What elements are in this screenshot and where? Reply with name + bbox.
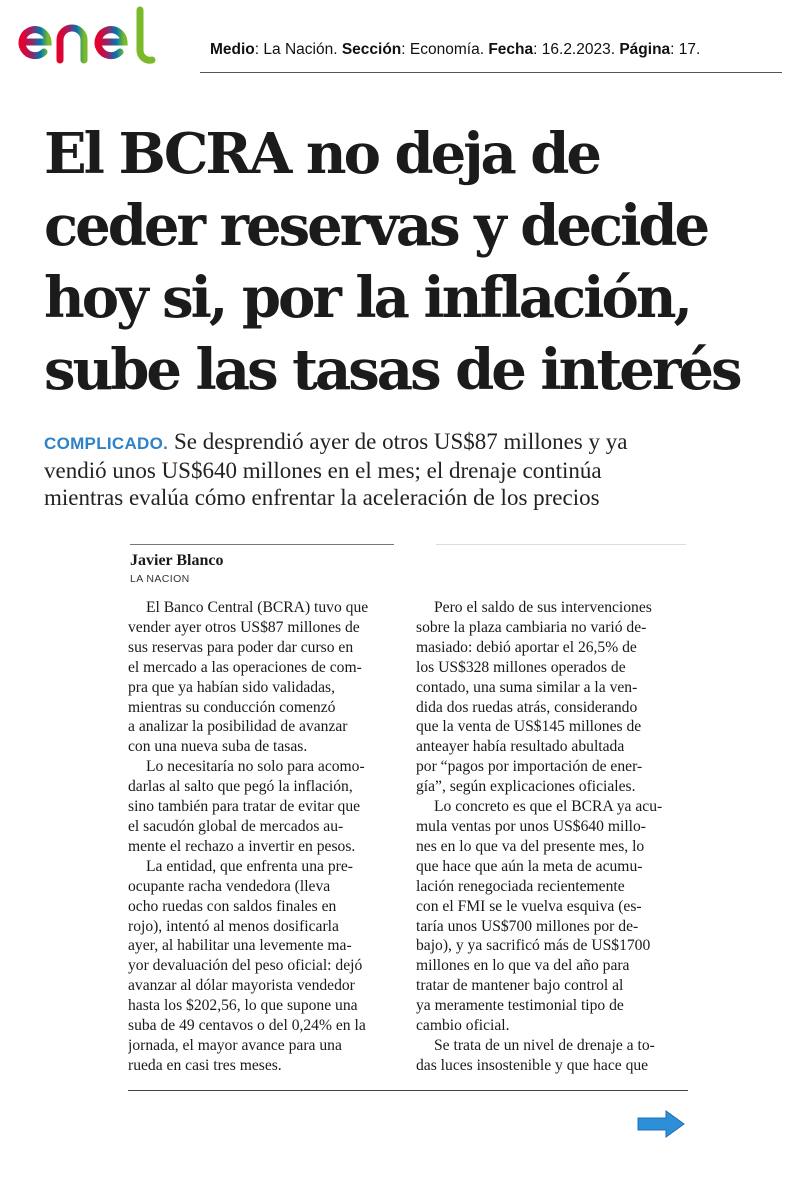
body-text-line: Lo concreto es que el BCRA ya acu- bbox=[434, 798, 663, 816]
body-text-line: con una nueva suba de tasas. bbox=[128, 738, 308, 756]
body-text-line: que hace que aún la meta de acumu- bbox=[416, 857, 643, 875]
body-text-line: Lo necesitaría no solo para acomo- bbox=[146, 758, 365, 776]
body-text-line: ocho ruedas con saldos finales en bbox=[128, 897, 337, 915]
body-text-line: el mercado a las operaciones de com- bbox=[128, 658, 362, 676]
author-outlet: LA NACION bbox=[130, 573, 190, 585]
body-text-line: gía”, según explicaciones oficiales. bbox=[416, 778, 636, 796]
body-text-line: sino también para tratar de evitar que bbox=[128, 798, 361, 816]
body-text-line: sus reservas para poder dar curso en bbox=[128, 638, 354, 656]
fecha-value: 16.2.2023. bbox=[541, 41, 616, 58]
body-text-line: masiado: debió aportar el 26,5% de bbox=[416, 638, 637, 656]
body-text-line: ocupante racha vendedora (lleva bbox=[128, 877, 331, 895]
body-text-line: suba de 49 centavos o del 0,24% en la bbox=[128, 1017, 366, 1035]
body-text-line: mula ventas por unos US$640 millo- bbox=[416, 817, 646, 835]
body-text-line: millones en lo que va del año para bbox=[416, 957, 630, 975]
body-text-line: dida dos ruedas atrás, considerando bbox=[416, 698, 638, 716]
body-text-line: sobre la plaza cambiaria no varió de- bbox=[416, 618, 647, 636]
body-column-1 bbox=[128, 598, 398, 1076]
body-text-line: taría unos US$700 millones por de- bbox=[416, 917, 639, 935]
article-headline bbox=[44, 118, 774, 406]
body-text-line: Se trata de un nivel de drenaje a to- bbox=[434, 1036, 655, 1054]
body-text-line: vender ayer otros US$87 millones de bbox=[128, 618, 360, 636]
body-text-line: hasta los $202,56, lo que supone una bbox=[128, 997, 358, 1015]
body-text-line: con el FMI se le vuelva esquiva (es- bbox=[416, 897, 642, 915]
article-deck bbox=[44, 428, 764, 511]
pagina-label: Página bbox=[619, 41, 671, 58]
body-text-line: contado, una suma similar a la ven- bbox=[416, 678, 638, 696]
body-text-line: mientras su conducción comenzó bbox=[128, 698, 336, 716]
body-text-line: el sacudón global de mercados au- bbox=[128, 817, 344, 835]
body-text-line: El Banco Central (BCRA) tuvo que bbox=[146, 599, 369, 616]
seccion-value: Economía. bbox=[409, 41, 485, 58]
body-text-line: tratar de mantener bajo control al bbox=[416, 977, 624, 995]
fecha-label: Fecha bbox=[488, 41, 534, 58]
headline-line: ceder reservas y decide bbox=[44, 193, 708, 259]
body-text-line: cambio oficial. bbox=[416, 1017, 510, 1035]
body-text-line: rojo), intentó al menos dosificarla bbox=[128, 917, 339, 935]
body-text-line: pra que ya habían sido validadas, bbox=[128, 678, 335, 696]
body-text-line: darlas al salto que pegó la inflación, bbox=[128, 778, 353, 796]
body-text-line: anteayer había resultado abultada bbox=[416, 738, 625, 756]
deck-line: vendió unos US$640 millones en el mes; el drenaje continúa bbox=[44, 458, 602, 483]
medio-label: Medio bbox=[210, 41, 255, 58]
body-text-line: avanzar al dólar mayorista vendedor bbox=[128, 977, 355, 995]
body-text-line: jornada, el mayor avance para una bbox=[128, 1036, 342, 1054]
enel-logo bbox=[16, 4, 180, 66]
pagina-value: 17. bbox=[678, 41, 701, 58]
body-text-line: los US$328 millones operados de bbox=[416, 658, 626, 676]
body-text-line: ayer, al habilitar una levemente ma- bbox=[128, 937, 352, 955]
body-text-line: que la venta de US$145 millones de bbox=[416, 718, 642, 736]
byline-divider bbox=[130, 544, 394, 545]
body-text-line: La entidad, que enfrenta una pre- bbox=[146, 857, 353, 875]
medio-value: La Nación. bbox=[263, 41, 338, 58]
author-name: Javier Blanco bbox=[130, 552, 224, 569]
deck-line: mientras evalúa cómo enfrentar la aceleración de los precios bbox=[44, 485, 600, 510]
body-text-line: rueda en casi tres meses. bbox=[128, 1056, 282, 1074]
body-text-line: yor devaluación del peso oficial: dejó bbox=[128, 957, 363, 975]
body-text-line: Pero el saldo de sus intervenciones bbox=[434, 599, 652, 616]
headline-line: sube las tasas de interés bbox=[44, 337, 740, 403]
body-text-line: bajo), y ya sacrificó más de US$1700 bbox=[416, 937, 651, 955]
deck-line: Se desprendió ayer de otros US$87 millones y ya bbox=[173, 429, 628, 454]
body-text-line: nes en lo que va del presente mes, lo bbox=[416, 837, 645, 855]
body-text-line: por “pagos por importación de ener- bbox=[416, 758, 643, 776]
headline-line: El BCRA no deja de bbox=[44, 121, 600, 187]
column-divider bbox=[436, 544, 686, 545]
deck-kicker: COMPLICADO. bbox=[44, 434, 169, 453]
body-column-2 bbox=[416, 598, 686, 1076]
bottom-divider bbox=[128, 1090, 688, 1091]
body-text-line: ya meramente testimonial tipo de bbox=[416, 997, 624, 1015]
body-text-line: das luces insostenible y que hace que bbox=[416, 1056, 649, 1074]
body-text-line: mente el rechazo a invertir en pesos. bbox=[128, 837, 356, 855]
body-text-line: a analizar la posibilidad de avanzar bbox=[128, 718, 348, 736]
arrow-right-icon[interactable] bbox=[636, 1109, 686, 1139]
headline-line: hoy si, por la inflación, bbox=[44, 265, 691, 331]
body-text-line: lación renegociada recientemente bbox=[416, 877, 625, 895]
seccion-label: Sección bbox=[341, 41, 402, 58]
publication-meta: Medio: La Nación. Sección: Economía. Fecha: 16.2.2023. Página: 17. bbox=[210, 41, 701, 58]
header-divider bbox=[200, 72, 782, 73]
